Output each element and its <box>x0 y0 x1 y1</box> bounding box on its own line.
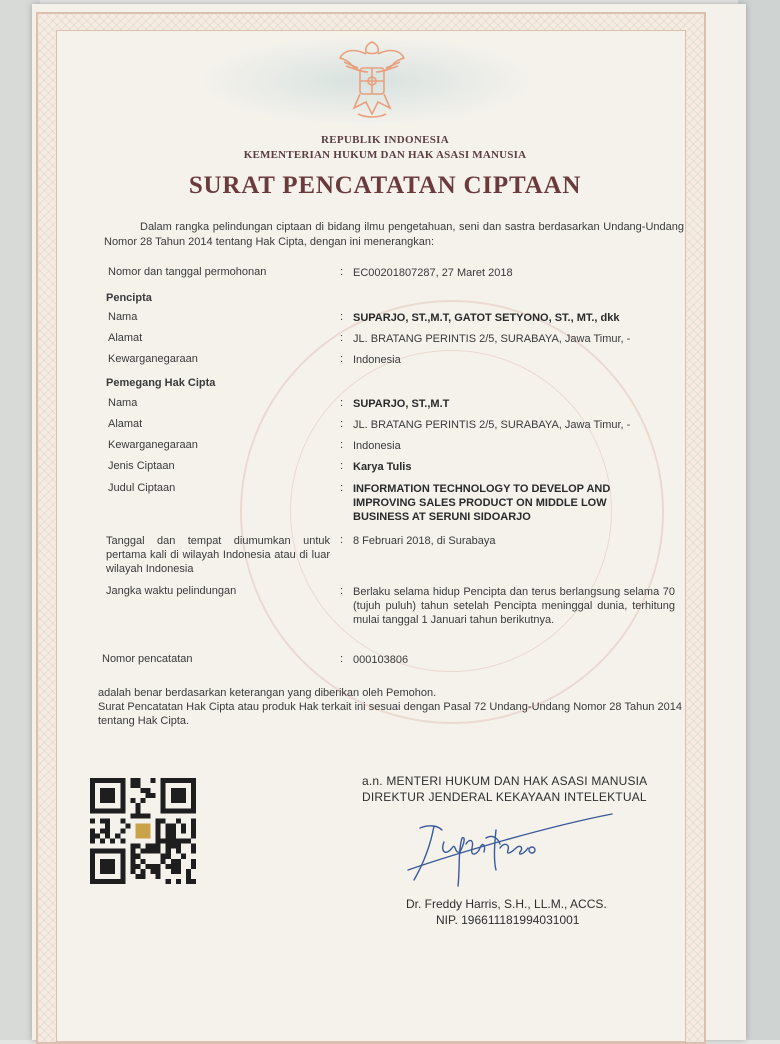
qr-code-icon <box>90 778 196 884</box>
protection-period-label: Jangka waktu pelindungan <box>106 585 237 597</box>
colon: : <box>340 653 344 665</box>
announcement-value: 8 Februari 2018, di Surabaya <box>353 535 496 547</box>
colon: : <box>340 353 344 365</box>
creator-address-value: JL. BRATANG PERINTIS 2/5, SURABAYA, Jawa Timur, - <box>353 333 631 345</box>
ministry-heading: KEMENTERIAN HUKUM DAN HAK ASASI MANUSIA <box>243 149 527 161</box>
closing-statement <box>98 686 682 728</box>
record-number-label: Nomor pencatatan <box>102 653 193 665</box>
colon: : <box>340 482 344 494</box>
document-title: SURAT PENCATATAN CIPTAAN <box>188 172 582 199</box>
colon: : <box>340 332 344 344</box>
colon: : <box>340 266 344 278</box>
holder-citizenship-label: Kewarganegaraan <box>108 439 198 451</box>
application-label: Nomor dan tanggal permohonan <box>108 266 267 278</box>
colon: : <box>340 397 344 409</box>
colon: : <box>340 311 344 323</box>
protection-period-value: Berlaku selama hidup Pencipta dan terus berlangsung selama 70 (tujuh puluh) tahun setelah Pencipta meninggal dunia, terhitung mulai tanggal 1 Januari tahun berikutnya. <box>353 586 675 626</box>
creator-name-label: Nama <box>108 311 138 323</box>
signatory-nip: NIP. 196611181994031001 <box>436 913 580 927</box>
colon: : <box>340 585 344 597</box>
holder-citizenship-value: Indonesia <box>353 440 401 452</box>
creator-heading: Pencipta <box>106 292 152 304</box>
announcement-label: Tanggal dan tempat diumumkan untuk pertama kali di wilayah Indonesia atau di luar wilayah Indonesia <box>106 535 330 575</box>
creator-citizenship-label: Kewarganegaraan <box>108 353 198 365</box>
colon: : <box>340 418 344 430</box>
record-number-value: 000103806 <box>353 654 409 666</box>
application-value: EC00201807287, 27 Maret 2018 <box>353 267 513 279</box>
creator-name-value: SUPARJO, ST.,M.T, GATOT SETYONO, ST., MT., dkk <box>353 312 620 324</box>
work-title-label: Judul Ciptaan <box>108 482 176 494</box>
work-type-value: Karya Tulis <box>353 461 412 473</box>
work-title-value: INFORMATION TECHNOLOGY TO DEVELOP AND IMPROVING SALES PRODUCT ON MIDDLE LOW BUSINESS AT SERUNI SIDOARJO <box>353 483 611 523</box>
holder-address-value: JL. BRATANG PERINTIS 2/5, SURABAYA, Jawa Timur, - <box>353 419 631 431</box>
garuda-emblem-icon <box>336 38 408 122</box>
creator-address-label: Alamat <box>108 332 143 344</box>
holder-name-label: Nama <box>108 397 138 409</box>
signatory-name: Dr. Freddy Harris, S.H., LL.M., ACCS. <box>406 897 607 911</box>
holder-name-value: SUPARJO, ST.,M.T <box>353 398 450 410</box>
holder-address-label: Alamat <box>108 418 143 430</box>
colon: : <box>340 534 344 546</box>
holder-heading: Pemegang Hak Cipta <box>106 377 216 389</box>
colon: : <box>340 460 344 472</box>
signatory-on-behalf: a.n. MENTERI HUKUM DAN HAK ASASI MANUSIA <box>362 774 648 788</box>
work-type-label: Jenis Ciptaan <box>108 460 175 472</box>
closing-line-1: adalah benar berdasarkan keterangan yang diberikan oleh Pemohon. <box>98 687 437 699</box>
creator-citizenship-value: Indonesia <box>353 354 401 366</box>
republic-heading: REPUBLIK INDONESIA <box>321 134 449 146</box>
intro-paragraph: Dalam rangka pelindungan ciptaan di bidang ilmu pengetahuan, seni dan sastra berdasarkan Undang-Undang Nomor 28 Tahun 2014 tentang Hak Cipta, dengan ini menerangkan: <box>104 221 684 248</box>
signature-image <box>400 808 620 898</box>
signatory-position: DIREKTUR JENDERAL KEKAYAAN INTELEKTUAL <box>362 790 647 804</box>
closing-line-2: Surat Pencatatan Hak Cipta atau produk Hak terkait ini sesuai dengan Pasal 72 Undang-Undang Nomor 28 Tahun 2014 tentang Hak Cipta. <box>98 701 682 727</box>
colon: : <box>340 439 344 451</box>
